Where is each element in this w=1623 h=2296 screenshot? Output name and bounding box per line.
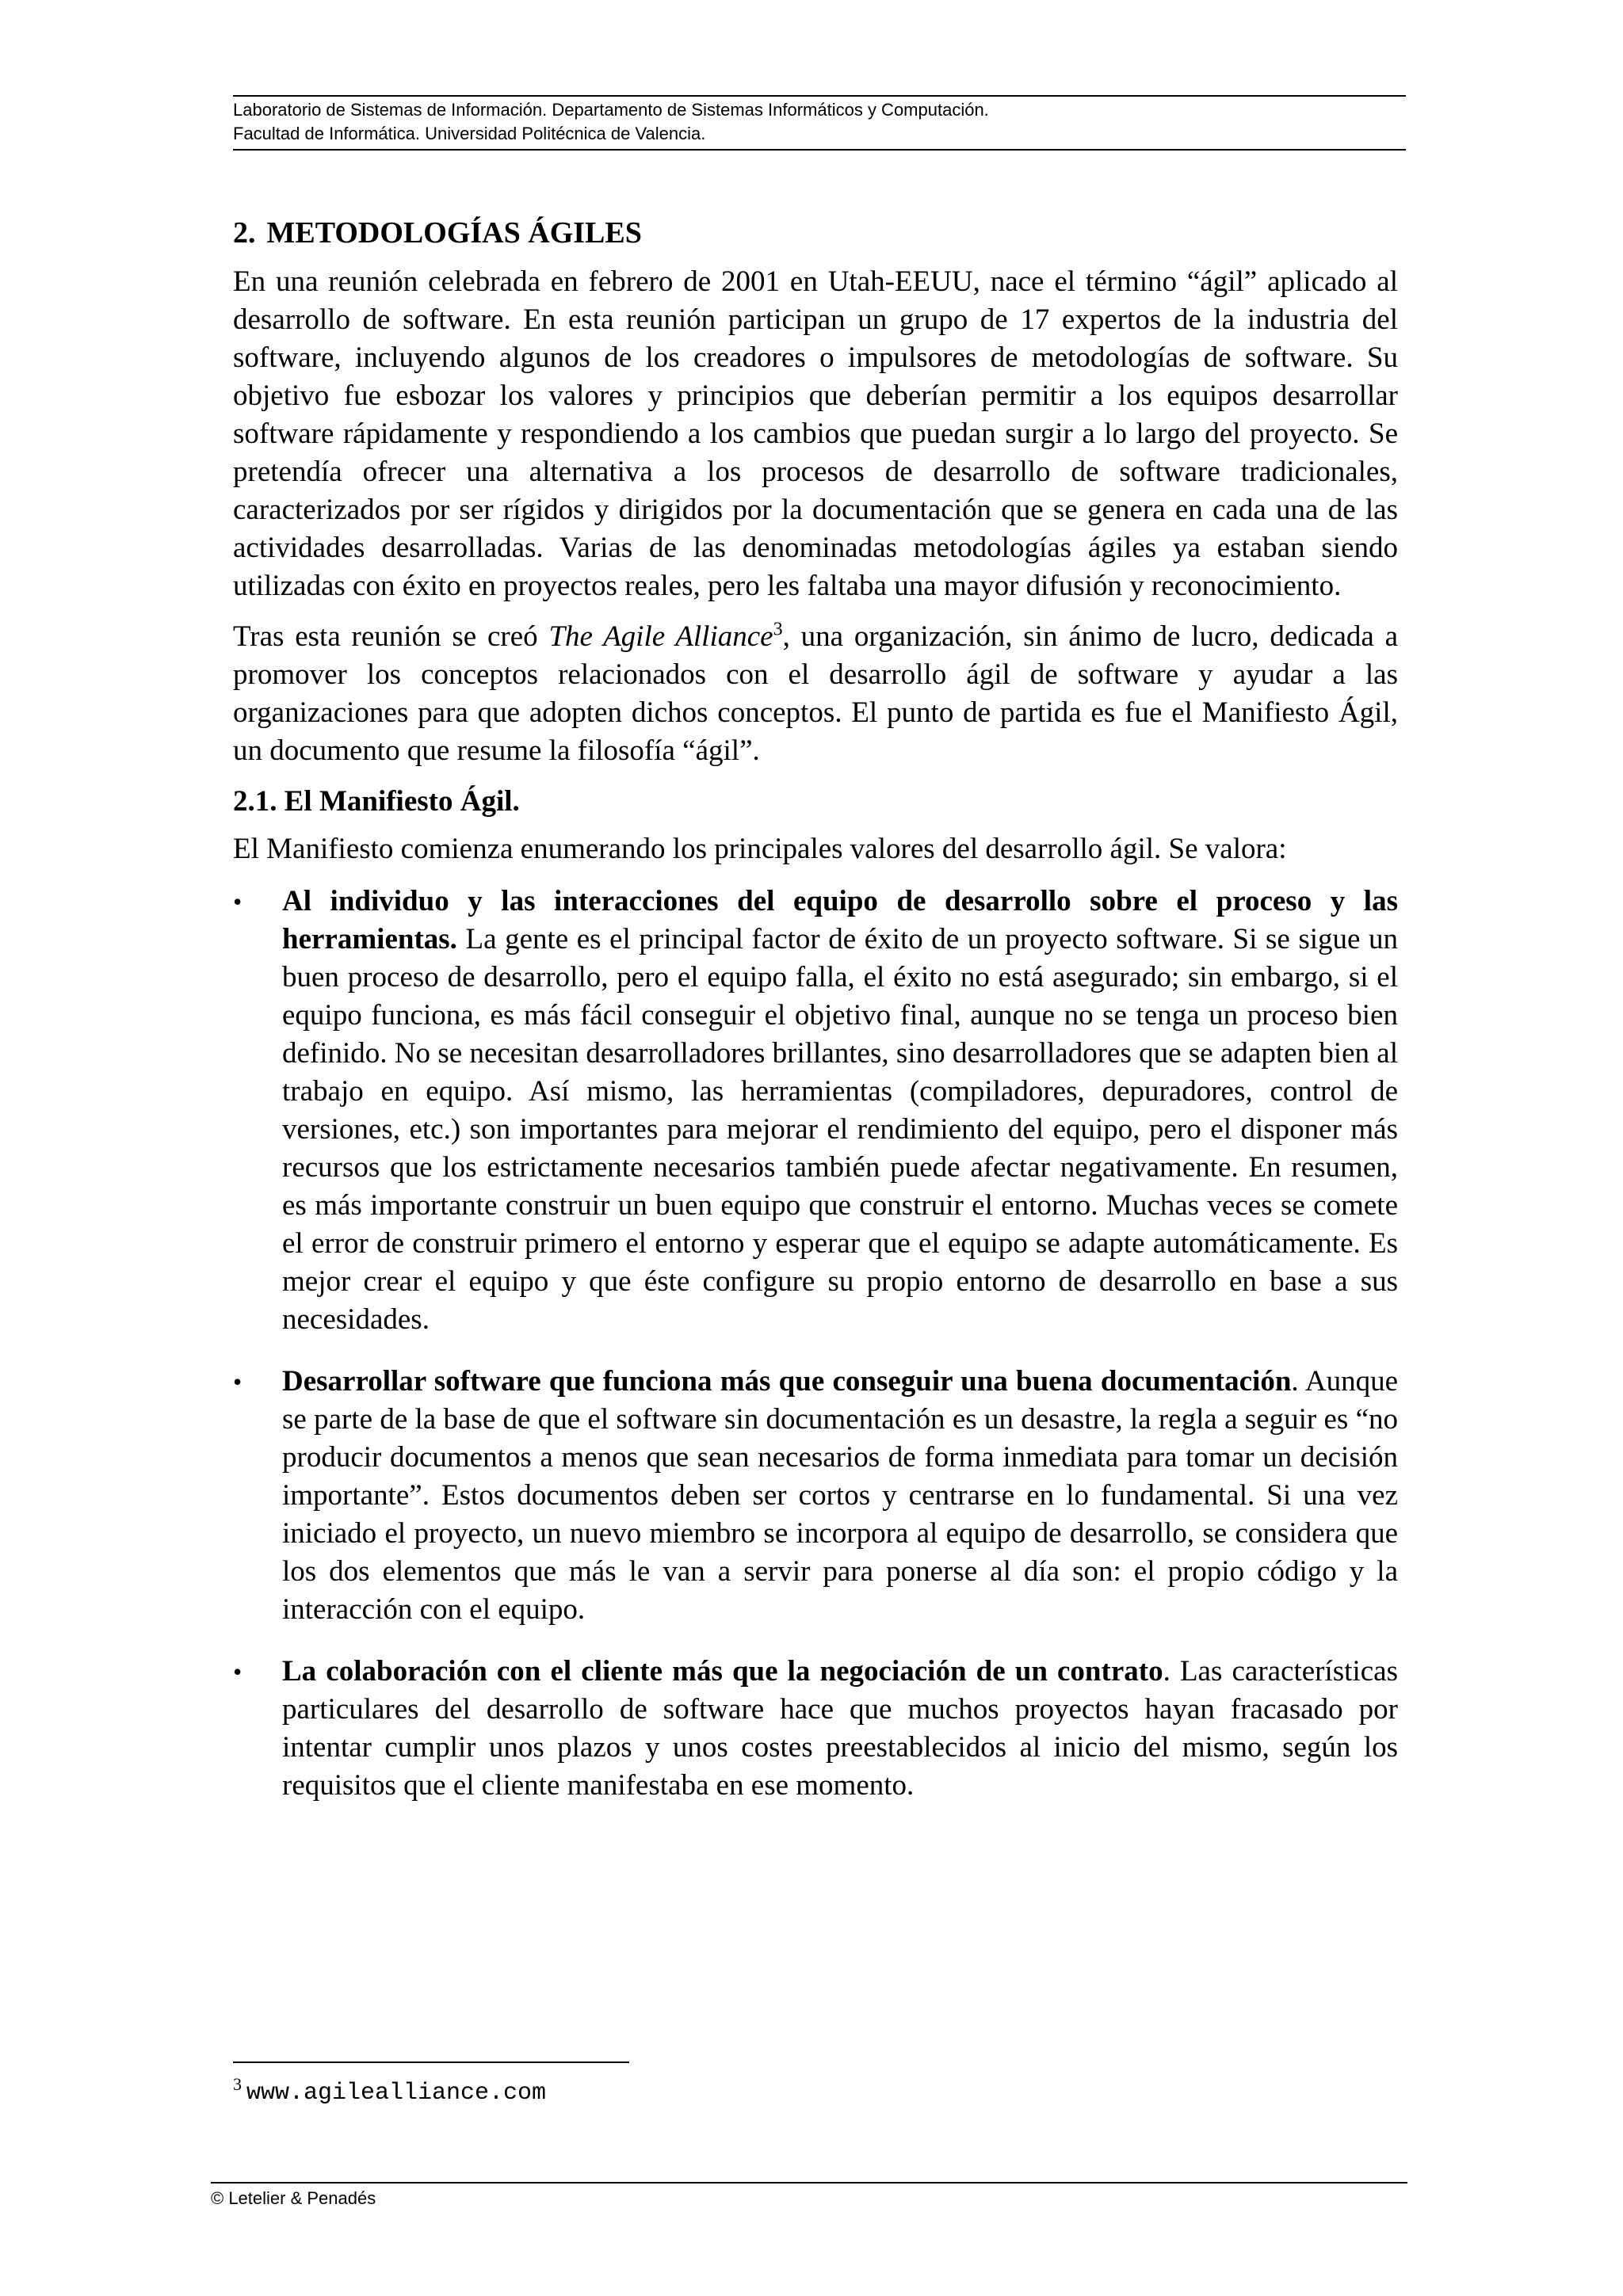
list-item-text: La gente es el principal factor de éxito de un proyecto software. Si se sigue un buen proceso de desarrollo, pero el equipo falla, el éxito no está asegurado; sin embargo, si el equipo funciona, es más fácil conseguir el objetivo final, aunque no se tenga un proceso bien definido. No se necesitan desarrolladores brillantes, sino desarrolladores que se adapten bien al trabajo en equipo. Así mismo, las herramientas (compiladores, depuradores, control de versiones, etc.) son importantes para mejorar el rendimiento del equipo, pero el disponer más recursos que los estrictamente necesarios también puede afectar negativamente. En resumen, es más importante construir un buen equipo que construir el entorno. Muchas veces se comete el error de construir primero el entorno y esperar que el equipo se adapte automáticamente. Es mejor crear el equipo y que éste configure su propio entorno de desarrollo en base a sus necesidades. — [282, 923, 1398, 1336]
list-item-text: . Aunque se parte de la base de que el software sin documentación es un desastre, la regla a seguir es “no producir documentos a menos que sean necesarios de forma inmediata para tomar un decisión importante”. Estos documentos deben ser cortos y centrarse en lo fundamental. Si una vez iniciado el proyecto, un nuevo miembro se incorpora al equipo de desarrollo, se considera que los dos elementos que más le van a servir para ponerse al día son: el propio código y la interacción con el equipo. — [282, 1365, 1398, 1626]
header-bottom-rule — [233, 149, 1406, 151]
header-top-rule — [233, 95, 1406, 97]
values-list — [233, 883, 1398, 1805]
list-item — [233, 1363, 1398, 1629]
footnote-ref[interactable]: 3 — [773, 619, 783, 640]
bullet-icon: • — [233, 887, 242, 916]
section-heading — [233, 214, 1398, 252]
section-number: 2. — [233, 216, 256, 250]
header-line-1: Laboratorio de Sistemas de Información. Departamento de Sistemas Informáticos y Computación. — [233, 100, 989, 120]
paragraph-2-end: , una organización, sin ánimo de lucro, dedicada a promover los conceptos relacionados con el desarrollo ágil de software y ayudar a las organizaciones para que adopten dichos conceptos. El punto de partida es fue el Manifiesto Ágil, un documento que resume la filosofía “ágil”. — [233, 620, 1399, 767]
header-line-2: Facultad de Informática. Universidad Politécnica de Valencia. — [233, 124, 706, 143]
list-item — [233, 883, 1398, 1339]
footer-rule — [211, 2182, 1407, 2183]
document-body — [233, 214, 1398, 1829]
footnote-number: 3 — [233, 2074, 242, 2094]
page-footer: © Letelier & Penadés — [211, 2188, 376, 2208]
subsection-intro: El Manifiesto comienza enumerando los principales valores del desarrollo ágil. Se valora: — [233, 833, 1287, 865]
paragraph-2 — [233, 618, 1398, 770]
list-item — [233, 1653, 1398, 1805]
list-item-bold: Desarrollar software que funciona más que conseguir una buena documentación — [282, 1365, 1292, 1398]
list-item-bold: Al individuo y las interacciones del equipo de desarrollo sobre el proceso y las herramientas. — [282, 885, 1398, 955]
subsection-heading: 2.1. El Manifiesto Ágil. — [233, 785, 520, 818]
footnote-link[interactable]: www.agilealliance.com — [246, 2080, 547, 2107]
paragraph-2-start: Tras esta reunión se creó — [233, 620, 549, 653]
list-item-text: . Las características particulares del desarrollo de software hace que muchos proyectos hayan fracasado por intentar cumplir unos plazos y unos costes preestablecidos al inicio del mismo, según los requisitos que el cliente manifestaba en ese momento. — [282, 1655, 1398, 1802]
paragraph-1: En una reunión celebrada en febrero de 2001 en Utah-EEUU, nace el término “ágil” aplicado al desarrollo de software. En esta reunión participan un grupo de 17 expertos de la industria del software, incluyendo algunos de los creadores o impulsores de metodologías de software. Su objetivo fue esbozar los valores y principios que deberían permitir a los equipos desarrollar software rápidamente y respondiendo a los cambios que puedan surgir a lo largo del proyecto. Se pretendía ofrecer una alternativa a los procesos de desarrollo de software tradicionales, caracterizados por ser rígidos y dirigidos por la documentación que se genera en cada una de las actividades desarrolladas. Varias de las denominadas metodologías ágiles ya estaban siendo utilizadas con éxito en proyectos reales, pero les faltaba una mayor difusión y reconocimiento. — [233, 265, 1398, 602]
section-title: METODOLOGÍAS ÁGILES — [266, 216, 642, 250]
footnote-rule — [233, 2061, 629, 2063]
footnote — [233, 2074, 546, 2107]
list-item-bold: La colaboración con el cliente más que la negociación de un contrato — [282, 1655, 1163, 1688]
bullet-icon: • — [233, 1367, 242, 1396]
page-header — [233, 98, 1406, 146]
bullet-icon: • — [233, 1657, 242, 1686]
agile-alliance-name: The Agile Alliance — [548, 620, 773, 653]
